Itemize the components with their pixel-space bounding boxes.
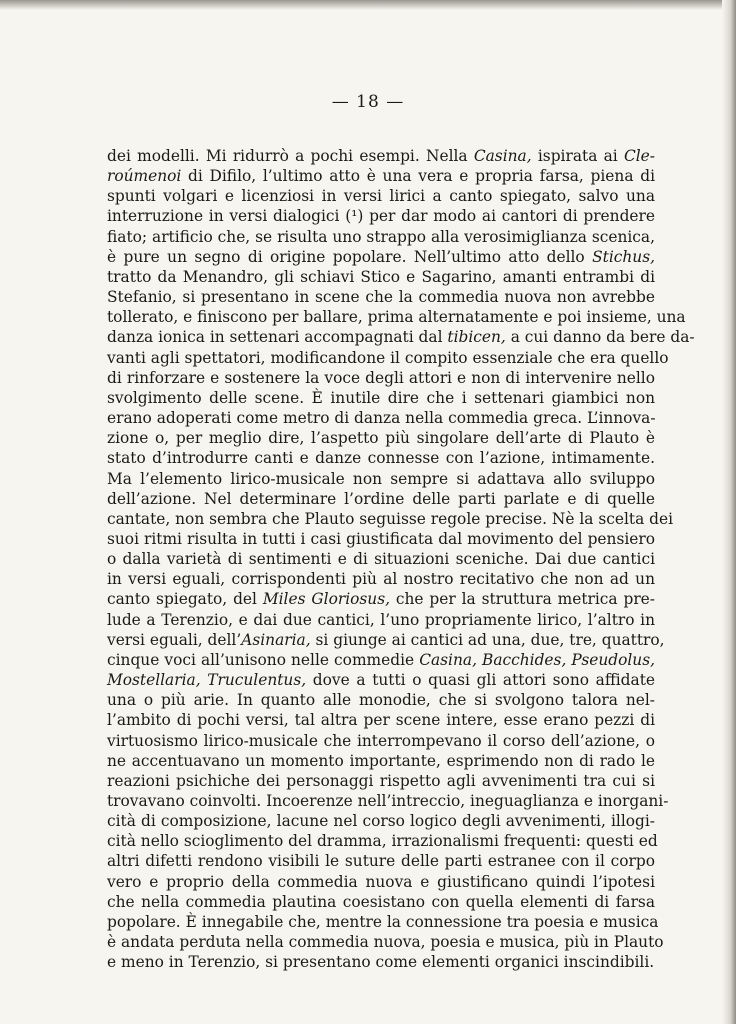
text-line: [107, 267, 655, 287]
body-text: [107, 146, 695, 972]
text-segment: tratto da Menandro, gli schiavi Stico e Sagarino, amanti entrambi di: [107, 267, 655, 286]
text-segment: danza ionica in settenari accompagnati dal: [107, 328, 448, 347]
page-right-edge: [722, 0, 736, 1024]
text-segment: dei modelli. Mi ridurrò a pochi esempi. Nella: [107, 147, 474, 165]
italic-title: Casina, Bacchides, Pseudolus,: [419, 650, 655, 669]
text-segment: cità di composizione, lacune nel corso logico degli avvenimenti, illogi-: [107, 812, 655, 831]
text-segment: di rinforzare e sostenere la voce degli attori e non di intervenire nello: [107, 368, 655, 387]
text-line: [107, 650, 655, 670]
text-segment: che nella commedia plautina coesistano con quella elementi di farsa: [107, 892, 655, 911]
text-segment: suoi ritmi risulta in tutti i casi giustificata dal movimento del pensiero: [107, 529, 655, 548]
text-segment: altri difetti rendono visibili le suture delle parti estranee con il corpo: [107, 852, 655, 871]
text-line: [107, 710, 655, 730]
italic-title: Asinaria,: [241, 630, 311, 649]
text-segment: in versi eguali, corrispondenti più al nostro recitativo che non ad un: [107, 570, 655, 589]
text-line: [107, 408, 655, 428]
text-line: [107, 146, 655, 166]
text-segment: una o più arie. In quanto alle monodie, che si svolgono talora nel-: [107, 691, 655, 710]
text-segment: che per la struttura metrica pre-: [389, 590, 655, 609]
text-segment: trovavano coinvolti. Incoerenze nell’intreccio, ineguaglianza e inorgani-: [107, 792, 669, 810]
italic-title: tibicen,: [447, 328, 506, 347]
page-number: — 18 —: [331, 92, 405, 112]
text-line: [107, 831, 658, 851]
text-line: [107, 348, 669, 368]
text-line: [107, 589, 655, 609]
text-segment: ne accentuavano un momento importante, esprimendo non di rado le: [107, 751, 655, 770]
text-segment: canto spiegato, del: [107, 590, 263, 609]
text-line: [107, 469, 655, 489]
text-segment: Ma l’elemento lirico-musicale non sempre si adattava allo sviluppo: [107, 469, 655, 488]
text-line: [107, 892, 655, 912]
text-line: [107, 166, 655, 186]
text-line: [107, 932, 664, 952]
text-segment: cantate, non sembra che Plauto seguisse regole precise. Nè la scelta dei: [107, 509, 674, 528]
text-segment: tollerato, e finiscono per ballare, prima alternatamente e poi insieme, una: [107, 308, 686, 327]
text-segment: o dalla varietà di sentimenti e di situazioni sceniche. Dai due cantici: [107, 550, 655, 569]
text-line: [107, 529, 655, 549]
text-line: [107, 690, 655, 710]
text-line: [107, 549, 655, 569]
text-segment: ispirata ai: [531, 147, 624, 165]
text-line: [107, 771, 655, 791]
text-line: [107, 610, 655, 630]
text-segment: Stefanio, si presentano in scene che la commedia nuova non avrebbe: [107, 288, 655, 307]
text-line: [107, 872, 655, 892]
text-segment: fiato; artificio che, se risulta uno strappo alla verosimiglianza scenica,: [107, 227, 655, 246]
text-segment: dell’azione. Nel determinare l’ordine delle parti parlate e di quelle: [107, 489, 655, 508]
italic-title: Stichus,: [592, 247, 655, 266]
text-segment: dove a tutti o quasi gli attori sono affidate: [306, 671, 656, 690]
text-line: [107, 670, 655, 690]
text-segment: si giunge ai cantici ad una, due, tre, quattro,: [310, 630, 665, 649]
text-segment: cità nello scioglimento del dramma, irrazionalismi frequenti: questi ed: [107, 832, 658, 851]
text-line: [107, 428, 655, 448]
text-line: [107, 731, 655, 751]
text-segment: a cui danno da bere da-: [505, 328, 695, 347]
text-segment: vanti agli spettatori, modificandone il compito essenziale che era quello: [107, 348, 669, 367]
text-line: [107, 811, 655, 831]
text-line: [107, 851, 655, 871]
italic-title: Miles Gloriosus,: [262, 590, 390, 609]
italic-title: Casina,: [473, 147, 532, 165]
text-line: [107, 186, 655, 206]
text-segment: erano adoperati come metro di danza nella commedia greca. L’innova-: [107, 409, 656, 428]
text-segment: interruzione in versi dialogici (¹) per dar modo ai cantori di prendere: [107, 207, 655, 226]
text-line: [107, 912, 659, 932]
text-line: [107, 247, 655, 267]
text-line: [107, 307, 686, 327]
text-line: [107, 227, 655, 247]
text-line: [107, 206, 655, 226]
text-line: [107, 448, 655, 468]
text-line: [107, 630, 665, 650]
italic-title: roúmenoi: [107, 167, 182, 186]
text-line: [107, 368, 655, 388]
text-line: [107, 489, 655, 509]
text-line: [107, 791, 669, 811]
text-segment: di Difilo, l’ultimo atto è una vera e propria farsa, piena di: [181, 167, 655, 186]
text-line: [107, 952, 655, 972]
italic-title: Mostellaria, Truculentus,: [107, 671, 307, 690]
text-segment: zione o, per meglio dire, l’aspetto più singolare dell’arte di Plauto è: [107, 429, 655, 448]
text-line: [107, 509, 674, 529]
text-segment: l’ambito di pochi versi, tal altra per scene intere, esse erano pezzi di: [107, 711, 655, 730]
text-segment: cinque voci all’unisono nelle commedie: [107, 650, 420, 669]
text-segment: lude a Terenzio, e dai due cantici, l’uno propriamente lirico, l’altro in: [107, 610, 655, 629]
text-segment: virtuosismo lirico-musicale che interrompevano il corso dell’azione, o: [107, 731, 655, 750]
text-segment: stato d’introdurre canti e danze connesse con l’azione, intimamente.: [107, 449, 655, 468]
text-segment: reazioni psichiche dei personaggi rispetto agli avvenimenti tra cui si: [107, 771, 655, 790]
page-top-edge: [0, 0, 736, 10]
text-line: [107, 569, 655, 589]
text-line: [107, 751, 655, 771]
text-segment: è andata perduta nella commedia nuova, poesia e musica, più in Plauto: [107, 933, 664, 952]
italic-title: Cle-: [623, 147, 655, 165]
text-line: [107, 388, 655, 408]
text-segment: versi eguali, dell’: [107, 630, 242, 649]
text-segment: è pure un segno di origine popolare. Nell’ultimo atto dello: [107, 247, 593, 266]
text-segment: svolgimento delle scene. È inutile dire che i settenari giambici non: [107, 388, 655, 407]
text-segment: e meno in Terenzio, si presentano come elementi organici inscindibili.: [107, 953, 655, 972]
text-segment: spunti volgari e licenziosi in versi lirici a canto spiegato, salvo una: [107, 187, 655, 206]
text-segment: vero e proprio della commedia nuova e giustificano quindi l’ipotesi: [107, 872, 655, 891]
text-segment: popolare. È innegabile che, mentre la connessione tra poesia e musica: [107, 912, 659, 931]
text-line: [107, 287, 655, 307]
text-line: [107, 327, 695, 347]
